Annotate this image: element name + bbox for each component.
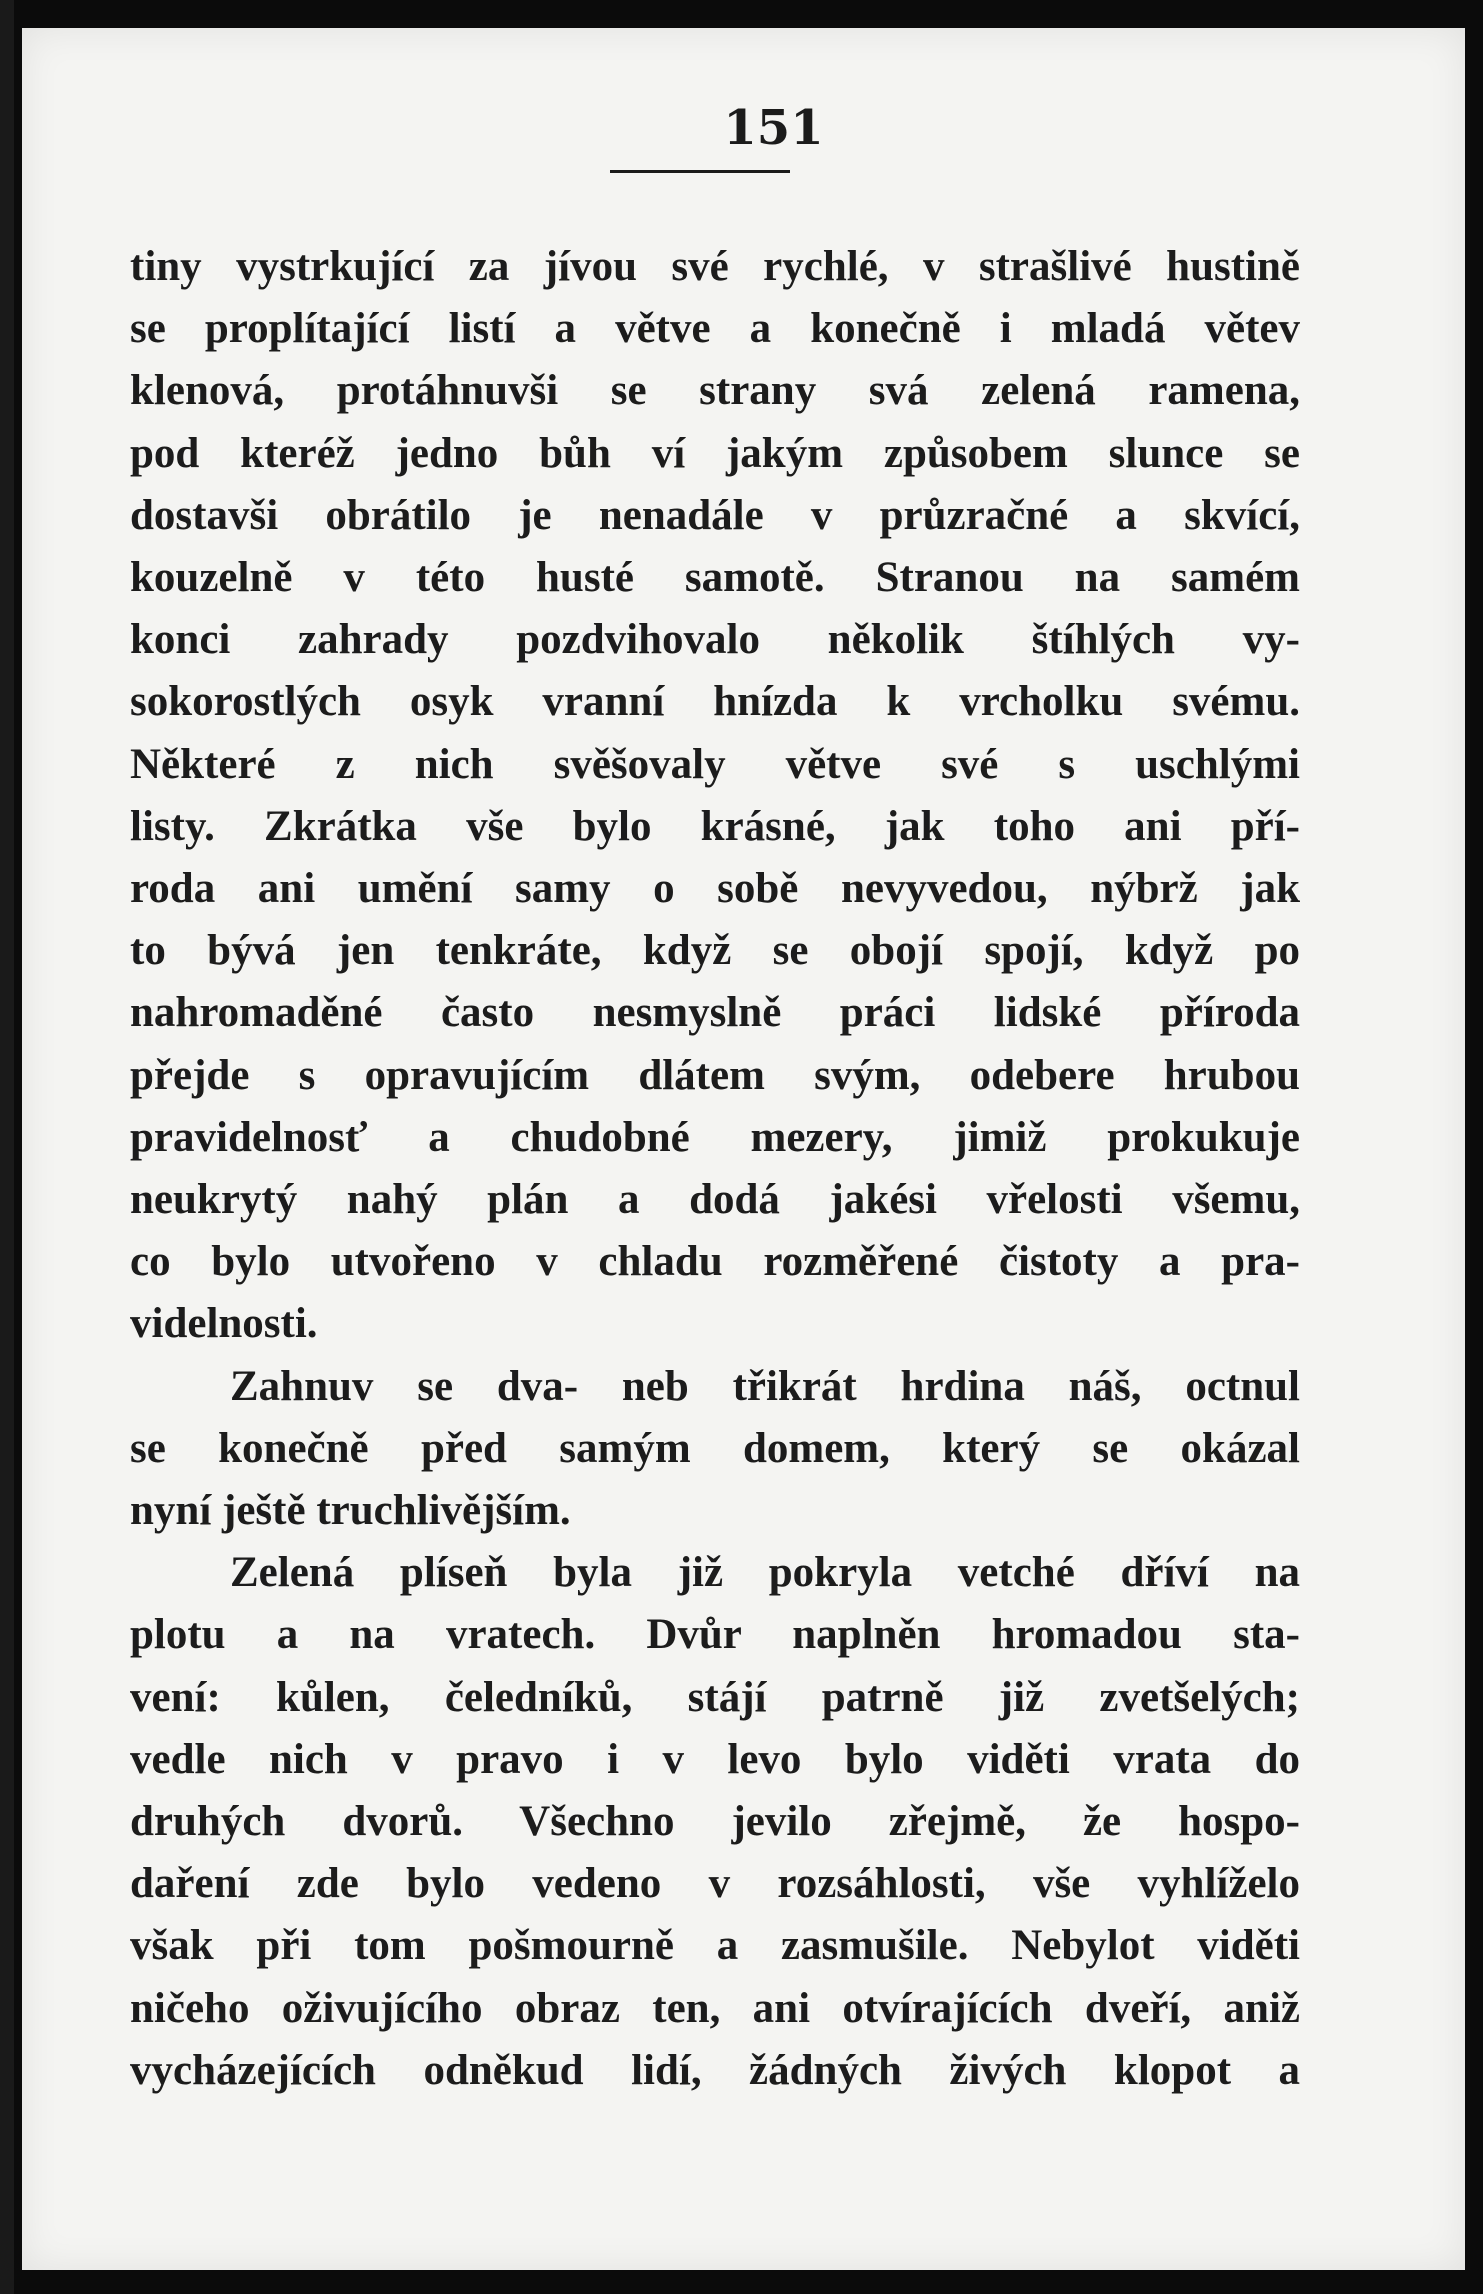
text-line: kouzelně v této husté samotě. Stranou na samém [130,554,1300,602]
text-line: druhých dvorů. Všechno jevilo zřejmě, že hospo- [130,1798,1300,1846]
text-line: neukrytý nahý plán a dodá jakési vřelosti všemu, [130,1176,1300,1224]
text-line: vedle nich v pravo i v levo bylo viděti vrata do [130,1735,1300,1783]
text-line: se proplítající listí a větve a konečně i mladá větev [130,305,1300,353]
text-line: co bylo utvořeno v chladu rozměřené čistoty a pra- [130,1238,1300,1286]
text-line: ničeho oživujícího obraz ten, ani otvírajících dveří, aniž [130,1984,1300,2032]
text-line: klenová, protáhnuvši se strany svá zelená ramena, [130,367,1300,415]
text-line: nyní ještě truchlivějším. [130,1487,571,1535]
text-line: to bývá jen tenkráte, když se obojí spojí, když po [130,927,1300,975]
text-line: plotu a na vratech. Dvůr naplněn hromadou sta- [130,1611,1300,1659]
text-line: daření zde bylo vedeno v rozsáhlosti, vše vyhlíželo [130,1860,1300,1908]
text-line: Zahnuv se dva- neb třikrát hrdina náš, octnul [230,1362,1300,1410]
text-line: dostavši obrátilo je nenadále v průzračné a skvící, [130,491,1300,539]
text-line: Zelená plíseň byla již pokryla vetché dříví na [230,1549,1300,1597]
text-line: pod kteréž jedno bůh ví jakým způsobem slunce se [130,429,1300,477]
page-number-rule [610,170,790,173]
text-line: přejde s opravujícím dlátem svým, odebere hrubou [130,1051,1300,1099]
text-line: pravidelnosť a chudobné mezery, jimiž prokukuje [130,1113,1300,1161]
text-line: vycházejících odněkud lidí, žádných živých klopot a [130,2046,1300,2094]
text-line: vení: kůlen, čeledníků, stájí patrně již zvetšelých; [130,1673,1300,1721]
text-line: videlnosti. [130,1300,318,1348]
text-line: Některé z nich svěšovaly větve své s uschlými [130,740,1300,788]
text-line: roda ani umění samy o sobě nevyvedou, nýbrž jak [130,865,1300,913]
text-line: se konečně před samým domem, který se okázal [130,1424,1300,1472]
page-number: 151 [723,100,824,156]
text-line: však při tom pošmourně a zasmušile. Nebylot viděti [130,1922,1300,1970]
text-line: listy. Zkrátka vše bylo krásné, jak toho ani pří- [130,802,1300,850]
text-line: konci zahrady pozdvihovalo několik štíhlých vy- [130,616,1300,664]
book-page [22,28,1465,2270]
text-line: sokorostlých osyk vranní hnízda k vrcholku svému. [130,678,1300,726]
body-text [130,236,1300,2102]
text-line: tiny vystrkující za jívou své rychlé, v strašlivé hustině [130,243,1300,290]
scan-border [0,0,14,2294]
text-line: nahromaděné často nesmyslně práci lidské příroda [130,989,1300,1037]
